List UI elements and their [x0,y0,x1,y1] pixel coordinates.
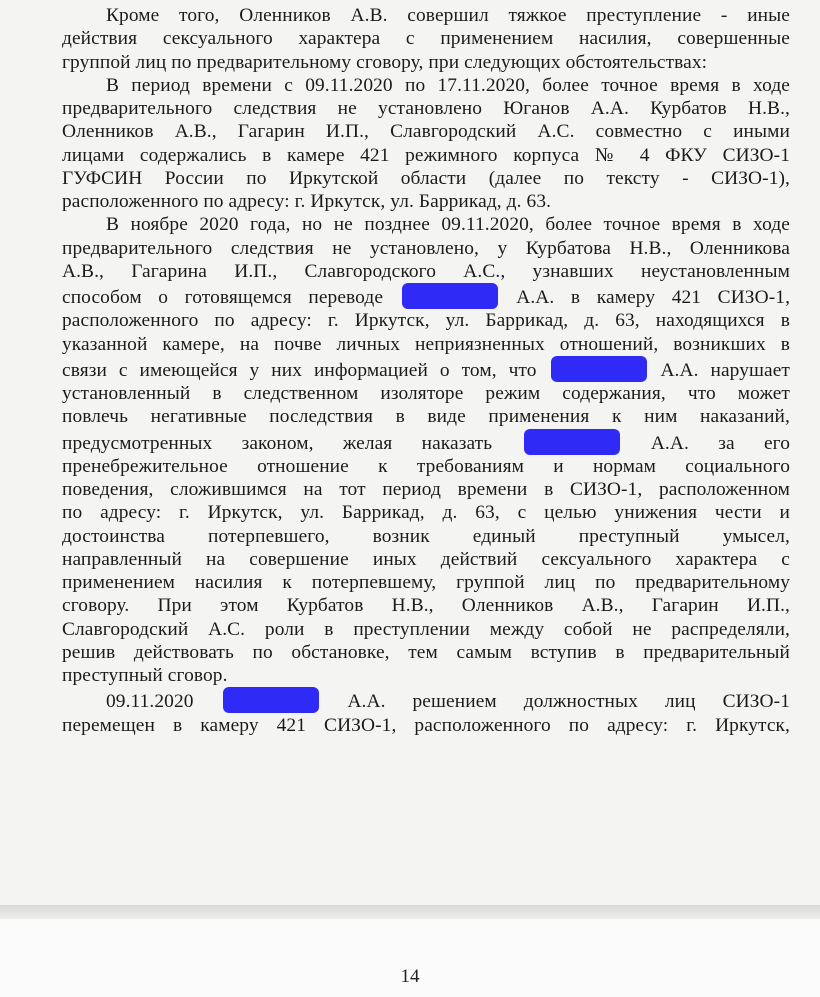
text-line [62,687,790,713]
text-segment: 09.11.2020 [106,691,194,713]
page-edge [0,905,820,919]
text-segment: А.А. нарушает [660,359,791,381]
text-line: расположенного по адресу: г. Иркутск, ул. Баррикад, д. 63, находящихся в [62,310,790,332]
text-line: повлечь негативные последствия в виде применения к ним наказаний, [62,406,790,428]
text-segment: предусмотренных законом, желая наказать [62,432,493,454]
text-segment: А.А. за его [650,432,791,454]
text-line: В период времени с 09.11.2020 по 17.11.2020, более точное время в ходе [106,74,790,96]
text-line: достоинства потерпевшего, возник единый преступный умысел, [62,525,790,547]
text-line: указанной камере, на почве личных неприязненных отношений, возникших в [62,333,790,355]
text-line [62,283,790,309]
redaction-mark [402,283,498,309]
text-segment: А.А. в камеру 421 СИЗО-1, [516,287,791,308]
text-line: пренебрежительное отношение к требованиям и нормам социального [62,455,790,477]
text-line: направленный на совершение иных действий сексуального характера с [62,548,790,570]
text-line: перемещен в камеру 421 СИЗО-1, расположенного по адресу: г. Иркутск, [62,714,790,736]
text-line: преступный сговор. [62,665,228,686]
text-line: А.В., Гагарина И.П., Славгородского А.С., узнавших неустановленным [62,260,790,282]
text-line: Кроме того, Оленников А.В. совершил тяжкое преступление - иные [106,5,790,26]
text-line: группой лиц по предварительному сговору, при следующих обстоятельствах: [62,51,708,73]
text-line: Славгородский А.С. роли в преступлении между собой не распределяли, [62,618,790,640]
text-line: применением насилия к потерпевшему, группой лиц по предварительному [62,572,790,593]
redaction-mark [223,687,319,713]
text-line: по адресу: г. Иркутск, ул. Баррикад, д. 63, с целью унижения чести и [62,502,790,524]
redaction-mark [551,356,647,382]
text-line: В ноябре 2020 года, но не позднее 09.11.2020, более точное время в ходе [106,214,790,236]
text-line: установленный в следственном изоляторе режим содержания, что может [62,383,790,404]
text-line [62,429,790,455]
text-line: предварительного следствия не установлено, у Курбатова Н.В., Оленникова [62,237,790,259]
text-segment: связи с имеющейся у них информацией о том, что [62,359,537,381]
text-segment: способом о готовящемся переводе [62,287,384,308]
text-line [62,356,790,382]
text-line: решив действовать по обстановке, тем самым вступив в предварительный [62,641,790,663]
text-line: поведения, сложившимся на тот период времени в СИЗО-1, расположенном [62,479,790,500]
page-number: 14 [400,966,420,987]
text-segment: А.А. решением должностных лиц СИЗО-1 [347,691,790,713]
text-line: действия сексуального характера с применением насилия, совершенные [62,28,790,50]
text-line: ГУФСИН России по Иркутской области (далее по тексту - СИЗО-1), [62,167,790,189]
text-line: расположенного по адресу: г. Иркутск, ул. Баррикад, д. 63. [62,191,552,212]
text-line: сговору. При этом Курбатов Н.В., Оленников А.В., Гагарин И.П., [62,595,790,617]
redaction-mark [524,429,620,455]
text-line: предварительного следствия не установлено Юганов А.А. Курбатов Н.В., [62,98,790,119]
text-line: лицами содержались в камере 421 режимного корпуса № 4 ФКУ СИЗО-1 [62,144,790,166]
text-line: Оленников А.В., Гагарин И.П., Славгородский А.С. совместно с иными [62,121,790,143]
document-text [62,4,790,737]
